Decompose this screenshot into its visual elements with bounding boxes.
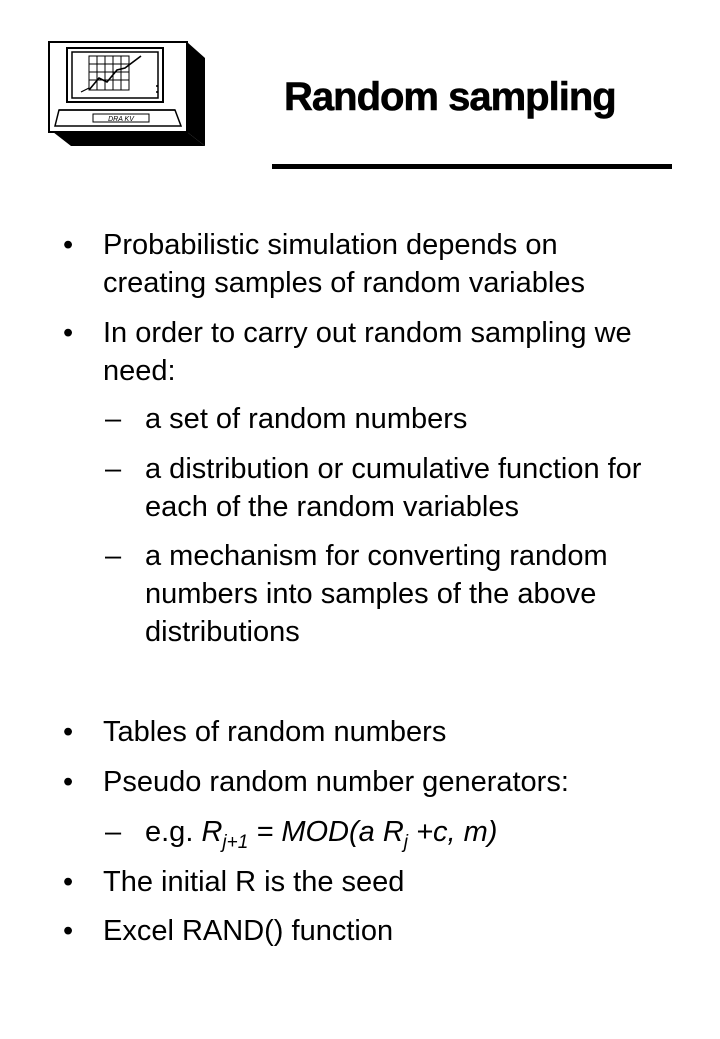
slide-title: Random sampling <box>284 75 616 119</box>
list-item-text: a distribution or cumulative function for each of the random variables <box>145 453 642 523</box>
list-item-text: Tables of random numbers <box>103 716 447 748</box>
formula-var: R <box>201 816 223 848</box>
list-item <box>63 763 663 801</box>
list-item-text: Excel RAND() function <box>103 915 394 947</box>
formula-text <box>145 813 665 851</box>
formula-prefix: e.g. <box>145 816 202 848</box>
bullet-marker: • <box>63 229 74 261</box>
bullet-marker: • <box>63 915 74 947</box>
formula-subscript: j <box>403 832 409 853</box>
list-item <box>105 400 665 438</box>
list-item-text: In order to carry out random sampling we need: <box>103 317 632 387</box>
list-item-text: Probabilistic simulation depends on creating samples of random variables <box>103 229 585 299</box>
dash-marker: – <box>105 816 122 848</box>
list-item-formula <box>105 813 665 853</box>
list-item-text: Pseudo random number generators: <box>103 766 569 798</box>
bullet-marker: • <box>63 766 74 798</box>
list-item <box>63 314 663 390</box>
bullet-marker: • <box>63 866 74 898</box>
formula-suffix: +c, m) <box>408 816 498 848</box>
dash-marker: – <box>105 453 122 485</box>
formula-subscript: j+1 <box>222 832 249 853</box>
list-item-text: a set of random numbers <box>145 403 468 435</box>
list-item <box>63 226 663 302</box>
dash-marker: – <box>105 403 122 435</box>
list-item <box>63 912 663 950</box>
list-item-text: a mechanism for converting random numbers into samples of the above distributions <box>145 540 608 648</box>
list-item <box>63 713 663 751</box>
dash-marker: – <box>105 540 122 572</box>
list-item <box>105 537 665 651</box>
bullet-marker: • <box>63 716 74 748</box>
list-item <box>105 450 665 526</box>
list-item-text: The initial R is the seed <box>103 866 405 898</box>
svg-text:DRA KV: DRA KV <box>108 116 134 123</box>
list-item <box>63 863 663 901</box>
formula-middle: = MOD(a R <box>248 816 404 848</box>
bullet-marker: • <box>63 317 74 349</box>
